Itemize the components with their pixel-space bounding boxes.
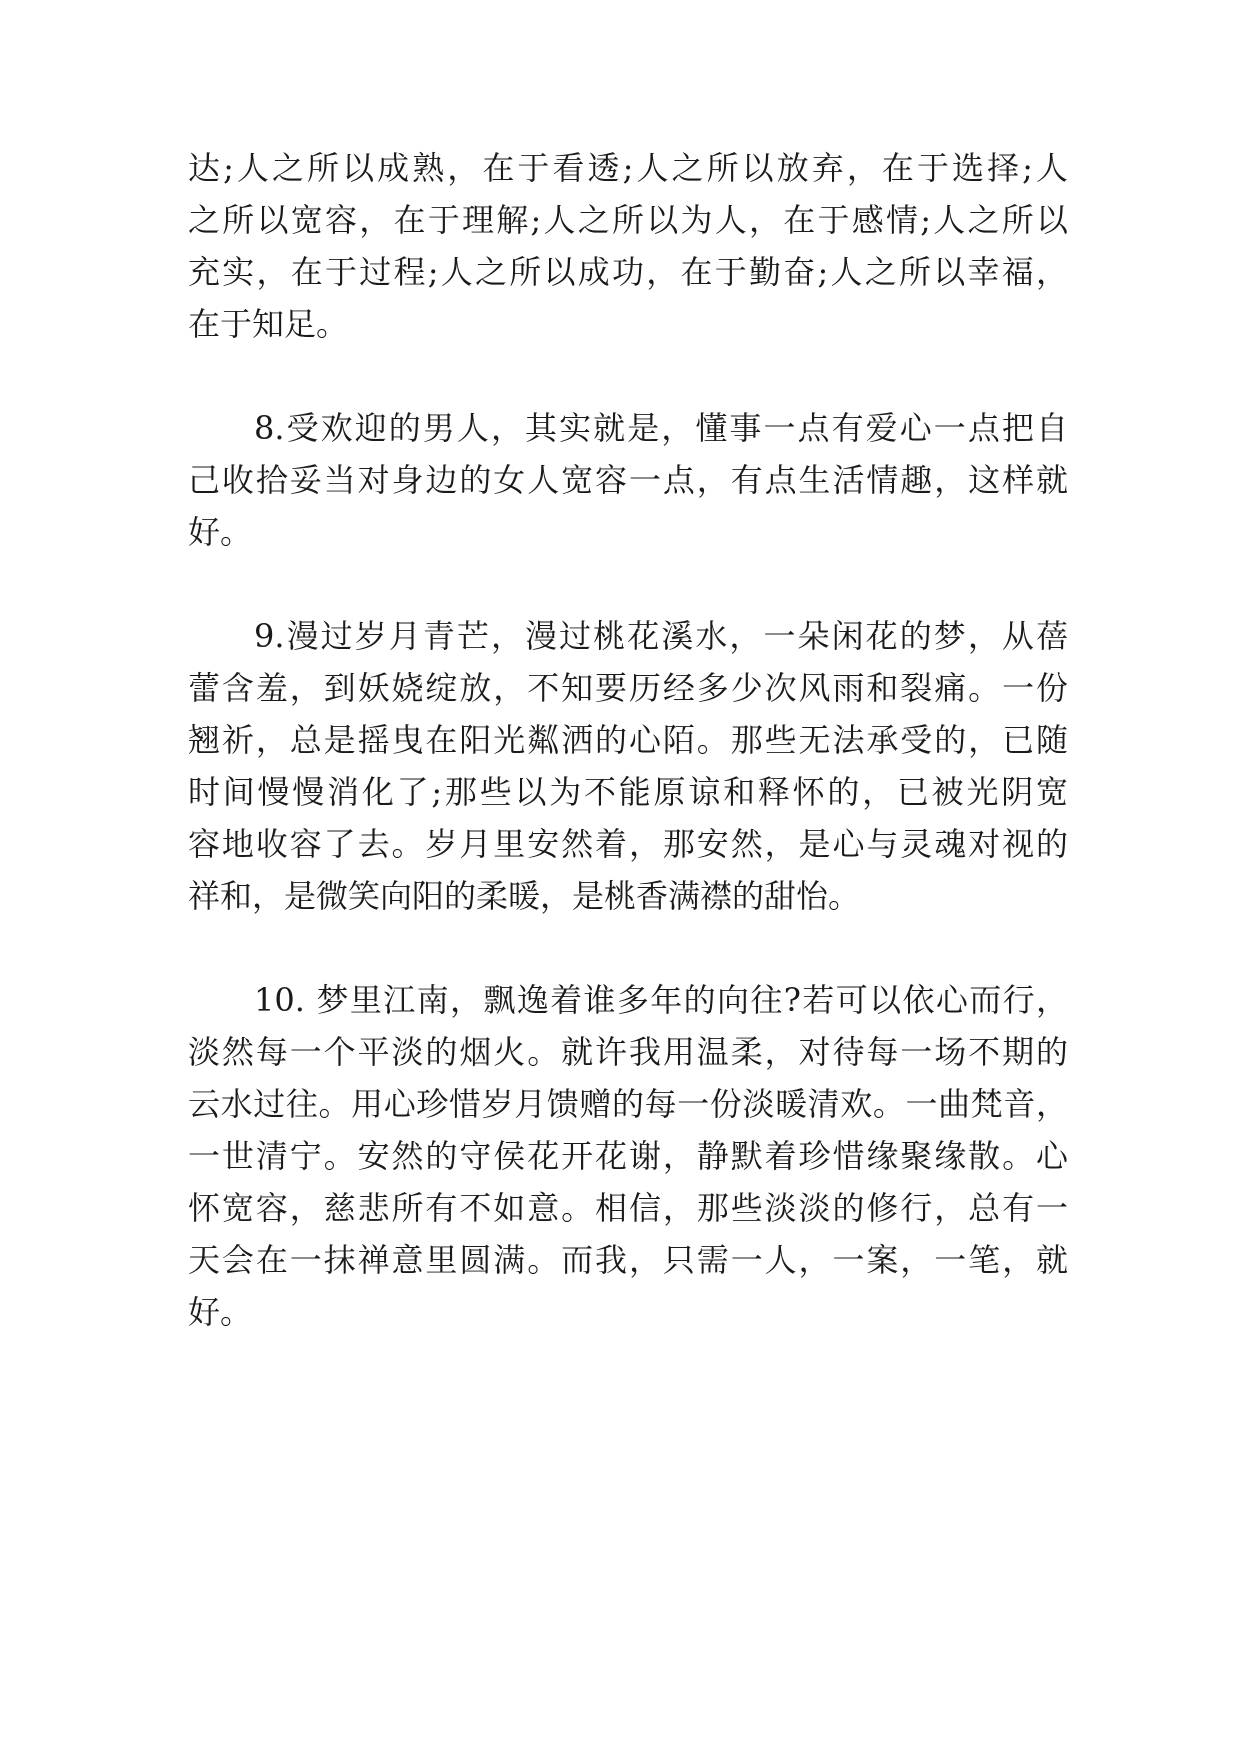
text-line: 好。	[188, 513, 253, 551]
text-line: 一世清宁。安然的守侯花开花谢，静默着珍惜缘聚缘散。心	[188, 1137, 1068, 1175]
paragraph-first-line: 10. 梦里江南，飘逸着谁多年的向往?若可以依心而行，	[254, 981, 1068, 1019]
text-line: 时间慢慢消化了;那些以为不能原谅和释怀的，已被光阴宽	[188, 773, 1068, 811]
text-line: 在于知足。	[188, 305, 349, 343]
text-line: 祥和，是微笑向阳的柔暖，是桃香满襟的甜怡。	[188, 877, 861, 915]
text-line: 翘祈，总是摇曳在阳光粼洒的心陌。那些无法承受的，已随	[188, 721, 1068, 759]
text-line: 怀宽容，慈悲所有不如意。相信，那些淡淡的修行，总有一	[188, 1189, 1068, 1227]
text-line: 天会在一抹禅意里圆满。而我，只需一人，一案，一笔，就	[188, 1241, 1068, 1279]
text-line: 淡然每一个平淡的烟火。就许我用温柔，对待每一场不期的	[188, 1033, 1068, 1071]
text-line: 容地收容了去。岁月里安然着，那安然，是心与灵魂对视的	[188, 825, 1068, 863]
text-line: 之所以宽容，在于理解;人之所以为人，在于感情;人之所以	[188, 201, 1068, 239]
text-line: 好。	[188, 1293, 253, 1331]
text-line: 己收拾妥当对身边的女人宽容一点，有点生活情趣，这样就	[188, 461, 1068, 499]
text-line: 达;人之所以成熟，在于看透;人之所以放弃，在于选择;人	[188, 149, 1068, 187]
text-line: 充实，在于过程;人之所以成功，在于勤奋;人之所以幸福，	[188, 253, 1068, 291]
text-line: 云水过往。用心珍惜岁月馈赠的每一份淡暖清欢。一曲梵音，	[188, 1085, 1068, 1123]
text-line: 蕾含羞，到妖娆绽放，不知要历经多少次风雨和裂痛。一份	[188, 669, 1068, 707]
paragraph-first-line: 8.受欢迎的男人，其实就是，懂事一点有爱心一点把自	[254, 409, 1068, 447]
paragraph-first-line: 9.漫过岁月青芒，漫过桃花溪水，一朵闲花的梦，从蓓	[254, 617, 1068, 655]
